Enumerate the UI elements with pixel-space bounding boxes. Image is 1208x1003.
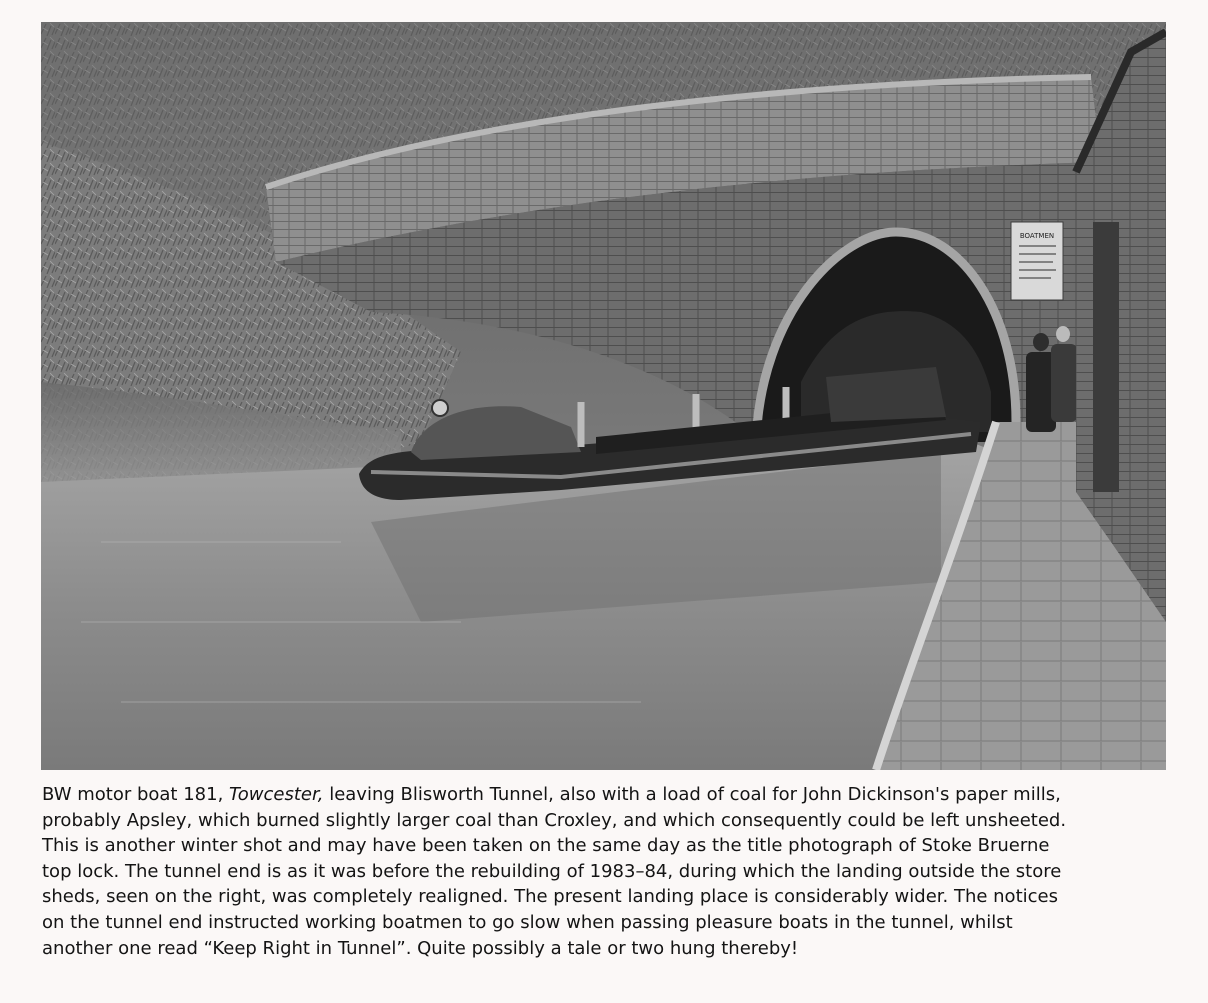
photo-illustration (41, 22, 1166, 770)
notice-board-text: BOATMEN (1019, 232, 1055, 240)
canal-tunnel-photo (41, 22, 1166, 770)
shed-doorway (1093, 222, 1119, 492)
caption-boat-name: Towcester, (229, 784, 324, 805)
headlamp-icon (432, 400, 448, 416)
caption-body: leaving Blisworth Tunnel, also with a load of coal for John Dickinson's paper mills, probably Apsley, which burned slightly larger coal than Croxley, and which consequently could be left unsheeted. This is another winter shot and may have been taken on the same day as the title photograph of Stoke Bruerne top lock. The tunnel end is as it was before the rebuilding of 1983–84, during which the landing outside the store sheds, seen on the right, was completely realigned. The present landing place is considerably wider. The notices on the tunnel end instructed working boatmen to go slow when passing pleasure boats in the tunnel, whilst another one read “Keep Right in Tunnel”. Quite possibly a tale or two hung thereby! (42, 784, 1067, 959)
caption-lead: BW motor boat 181, (42, 784, 230, 805)
photo-caption (42, 782, 1172, 961)
